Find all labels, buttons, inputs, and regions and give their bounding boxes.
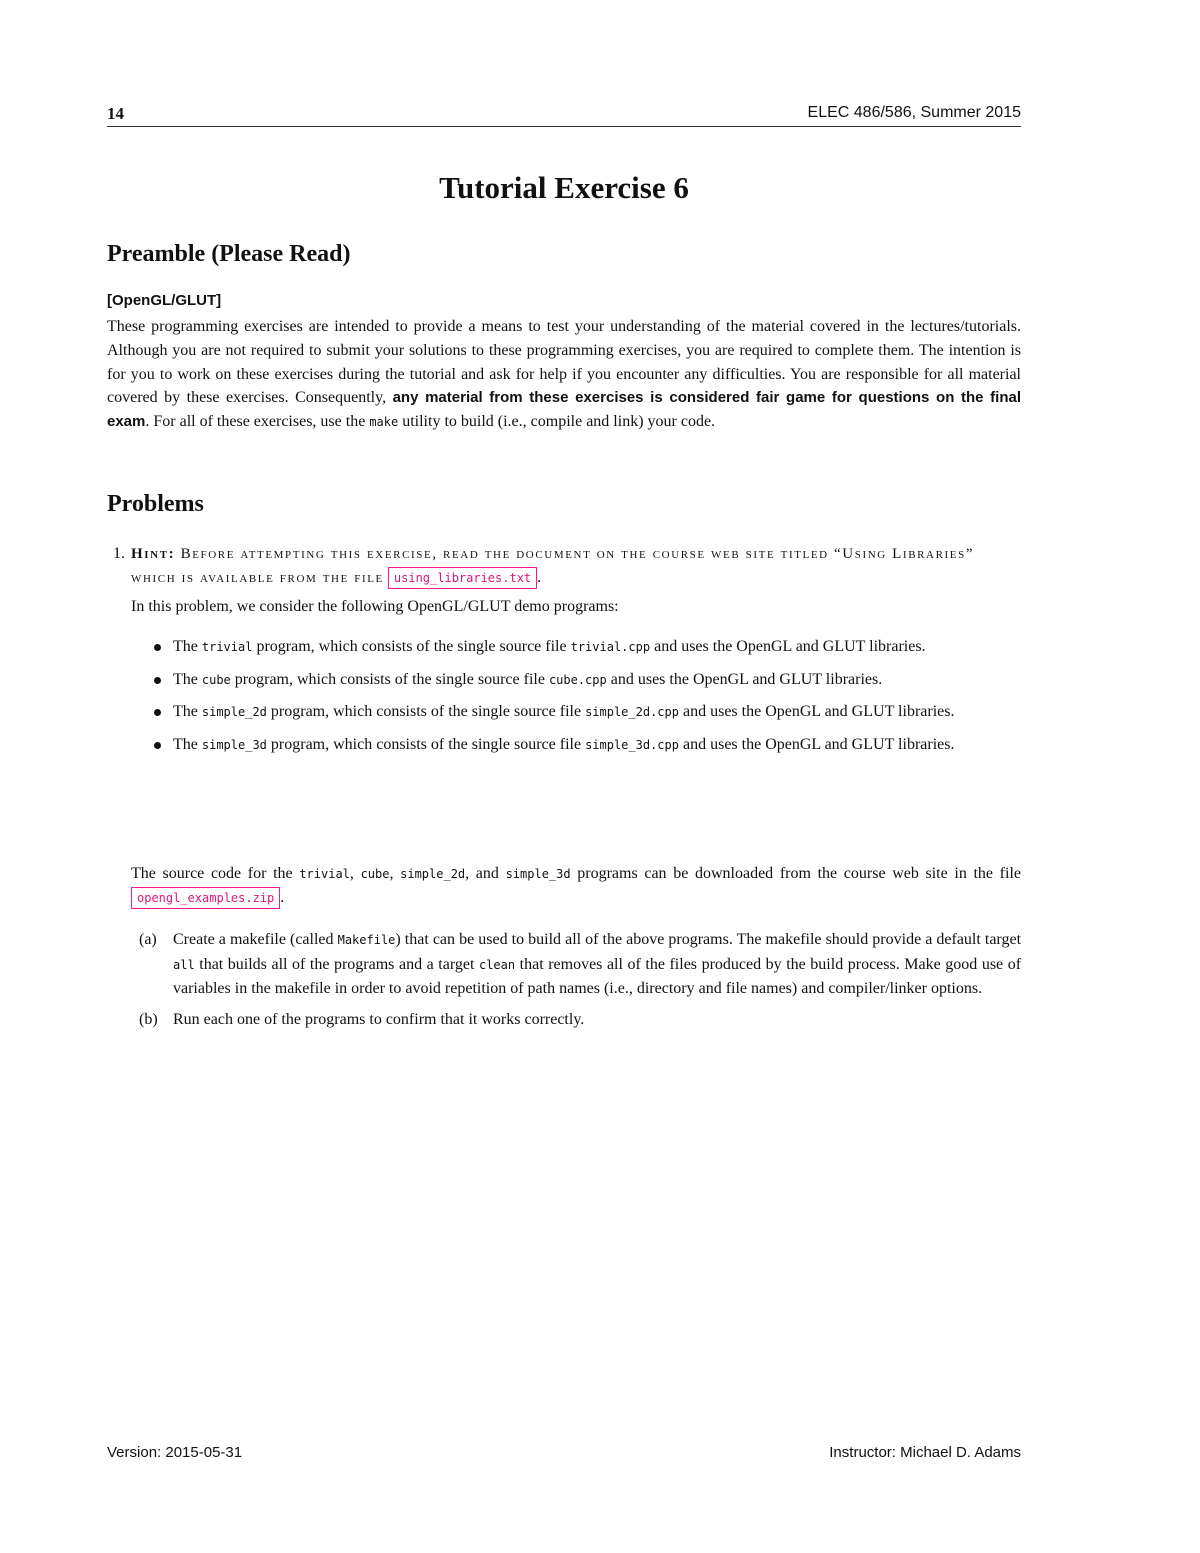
source-code-paragraph: The source code for the trivial, cube, simple_2d, and simple_3d programs can be downloaded from the course web site in the file opengl_examples.zip . <box>131 862 1021 910</box>
course-label: ELEC 486/586, Summer 2015 <box>807 104 1021 121</box>
instructor-label: Instructor: Michael D. Adams <box>829 1444 1021 1461</box>
using-libraries-link[interactable]: using_libraries.txt <box>388 567 537 589</box>
list-item: The trivial program, which consists of the single source file trivial.cpp and uses the OpenGL and GLUT libraries. <box>154 635 1021 660</box>
problem-intro: In this problem, we consider the following OpenGL/GLUT demo programs: <box>131 598 619 615</box>
list-item: The simple_2d program, which consists of the single source file simple_2d.cpp and uses the OpenGL and GLUT libraries. <box>154 700 1021 725</box>
hint-text: Before attempting this exercise, read the document on the course web site titled “Using Libraries” which is available from the file <box>131 546 975 586</box>
list-item: The simple_3d program, which consists of the single source file simple_3d.cpp and uses the OpenGL and GLUT libraries. <box>154 733 1021 758</box>
bullet-icon <box>154 742 161 749</box>
sub-problems <box>139 928 1021 1038</box>
sub-problem-b: (b) Run each one of the programs to confirm that it works correctly. <box>139 1010 585 1028</box>
emphasis-text: any material from these exercises is considered fair game for questions on the final exam <box>107 389 1022 431</box>
sub-problem-a: (a) Create a makefile (called Makefile) that can be used to build all of the above programs. The makefile should provide a default target all that builds all of the programs and a target clean that removes all of the files produced by the build process. Make good use of variables in the makefile in order to avoid repetition of path names (i.e., directory and file names) and compiler/linker options. <box>139 931 1022 997</box>
preamble-paragraph: These programming exercises are intended to provide a means to test your understanding of the material covered in the lectures/tutorials. Although you are not required to submit your solutions to these programming exercises, you are required to complete them. The intention is for you to work on these exercises during the tutorial and ask for help if you encounter any difficulties. You are responsible for all material covered by these exercises. Consequently, any material from these exercises is considered fair game for questions on the final exam. For all of these exercises, use the make utility to build (i.e., compile and link) your code. <box>107 318 1022 431</box>
hint-label: Hint: <box>131 546 176 562</box>
program-list <box>154 635 1021 765</box>
page-header <box>107 104 1021 127</box>
opengl-examples-link[interactable]: opengl_examples.zip <box>131 887 280 909</box>
list-item: The cube program, which consists of the single source file cube.cpp and uses the OpenGL and GLUT libraries. <box>154 668 1021 693</box>
preamble-heading: Preamble (Please Read) <box>107 241 351 267</box>
problem-number: 1. <box>113 545 125 562</box>
bullet-icon <box>154 709 161 716</box>
version-label: Version: 2015-05-31 <box>107 1444 243 1461</box>
make-code: make <box>369 415 399 430</box>
topic-tag: [OpenGL/GLUT] <box>107 292 222 309</box>
bullet-icon <box>154 677 161 684</box>
problems-heading: Problems <box>107 491 204 517</box>
page-title: Tutorial Exercise 6 <box>439 170 689 205</box>
page-number: 14 <box>107 104 124 123</box>
document-page: 14 ELEC 486/586, Summer 2015 Tutorial Exercise 6 Preamble (Please Read) [OpenGL/GLUT] These programming exercises are intended to provide a means to test your understanding of the material covered in the lectures/tutorials. Although you are not required to submit your solutions to these programming exercises, you are required to complete them. The intention is for you to work on these exercises during the tutorial and ask for help if you encounter any difficulties. You are responsible for all material covered by these exercises. Consequently, any material from these exercises is considered fair game for questions on the final exam. For all of these exercises, use the make utility to build (i.e., compile and link) your code. Problems 1. Hint: Before attempting this exercise, read the document on the course web site titled “Using Libraries” which is available from the file using_libraries.txt . In this problem, we consider the following OpenGL/GLUT demo programs: The trivial program, which consists of the single source file trivial.cpp and uses the OpenGL and GLUT libraries. The cube program, which consists of the single source file cube.cpp and uses the OpenGL and GLUT libraries. The simple_2d program, which consists of the single source file simple_2d.cpp and uses the OpenGL and GLUT libraries. The simple_3d program, which consists of the single source file simple_3d.cpp and uses the OpenGL and GLUT libraries. The source code for the trivial, cube, simple_2d, and simple_3d programs can be downloaded from the course web site in the file opengl_examples.zip . (a) Create a makefile (called Makefile) that can be used to build all of the above programs. The makefile should provide a default target all that builds all of the programs and a target clean that removes all of the files produced by the build process. Make good use of variables in the makefile in order to avoid repetition of path names (i.e., directory and file names) and compiler/linker options. (b) Run each one of the programs to confirm that it works correctly. Version: 2015-05-31 Instructor: Michael D. Adams <box>107 104 1022 1461</box>
bullet-icon <box>154 644 161 651</box>
